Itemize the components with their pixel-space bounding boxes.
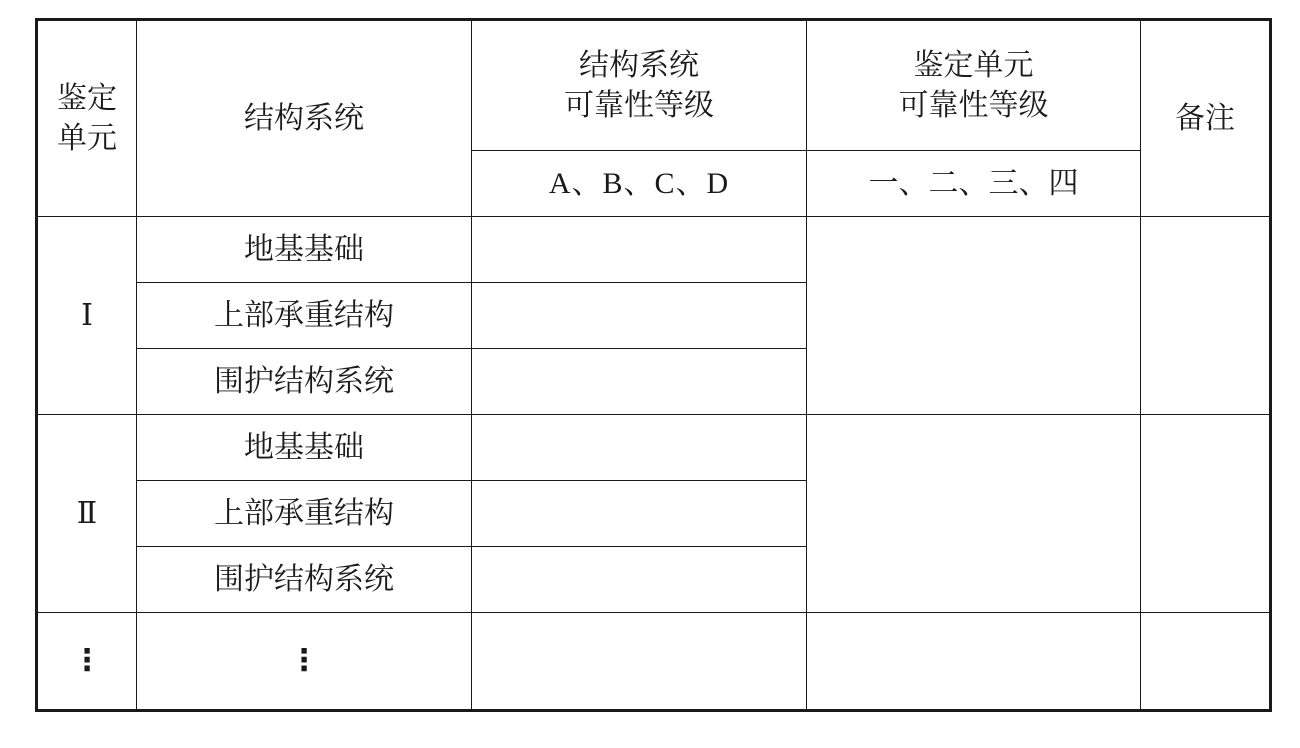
continuation-remarks-cell bbox=[1141, 613, 1271, 711]
header-unit-cell bbox=[37, 20, 137, 217]
unit-grade-cell bbox=[807, 415, 1141, 613]
header-unit-grade-cell bbox=[807, 20, 1141, 151]
system-grade-cell bbox=[472, 547, 807, 613]
system-grade-cell bbox=[472, 349, 807, 415]
header-row-1 bbox=[37, 20, 1271, 151]
header-unit-label-line2: 单元 bbox=[57, 120, 117, 156]
continuation-unit-grade-cell bbox=[807, 613, 1141, 711]
reliability-grade-table bbox=[35, 18, 1272, 712]
header-remarks-cell bbox=[1141, 20, 1271, 217]
continuation-system-grade-cell bbox=[472, 613, 807, 711]
system-grade-cell bbox=[472, 481, 807, 547]
header-unit-label-line1: 鉴定 bbox=[57, 80, 117, 116]
unit-grade-cell bbox=[807, 217, 1141, 415]
header-system-grade-cell bbox=[472, 20, 807, 151]
unit-id-cell: Ⅱ bbox=[37, 415, 137, 613]
system-name-cell: 上部承重结构 bbox=[137, 283, 472, 349]
system-name-cell: 地基基础 bbox=[137, 217, 472, 283]
remarks-cell bbox=[1141, 217, 1271, 415]
system-grade-cell bbox=[472, 415, 807, 481]
system-name-cell: 地基基础 bbox=[137, 415, 472, 481]
remarks-cell bbox=[1141, 415, 1271, 613]
unit-id-cell: Ⅰ bbox=[37, 217, 137, 415]
header-unit-grade-line1: 鉴定单元 bbox=[913, 47, 1034, 83]
continuation-system-cell: ⋮ bbox=[137, 613, 472, 711]
header-system-cell bbox=[137, 20, 472, 217]
system-grade-cell bbox=[472, 217, 807, 283]
system-name-cell: 围护结构系统 bbox=[137, 349, 472, 415]
table-row bbox=[37, 415, 1271, 481]
header-system-grade-line1: 结构系统 bbox=[579, 47, 699, 83]
header-system-grade-values: A、B、C、D bbox=[472, 151, 807, 217]
system-name-cell: 上部承重结构 bbox=[137, 481, 472, 547]
system-name-cell: 围护结构系统 bbox=[137, 547, 472, 613]
header-unit-grade-line2: 可靠性等级 bbox=[898, 87, 1049, 123]
header-system-label: 结构系统 bbox=[244, 100, 364, 136]
continuation-row bbox=[37, 613, 1271, 711]
header-unit-grade-values: 一、二、三、四 bbox=[807, 151, 1141, 217]
header-remarks-label: 备注 bbox=[1175, 100, 1235, 136]
system-grade-cell bbox=[472, 283, 807, 349]
table-row bbox=[37, 217, 1271, 283]
header-system-grade-line2: 可靠性等级 bbox=[564, 87, 714, 123]
continuation-unit-cell: ⋮ bbox=[37, 613, 137, 711]
